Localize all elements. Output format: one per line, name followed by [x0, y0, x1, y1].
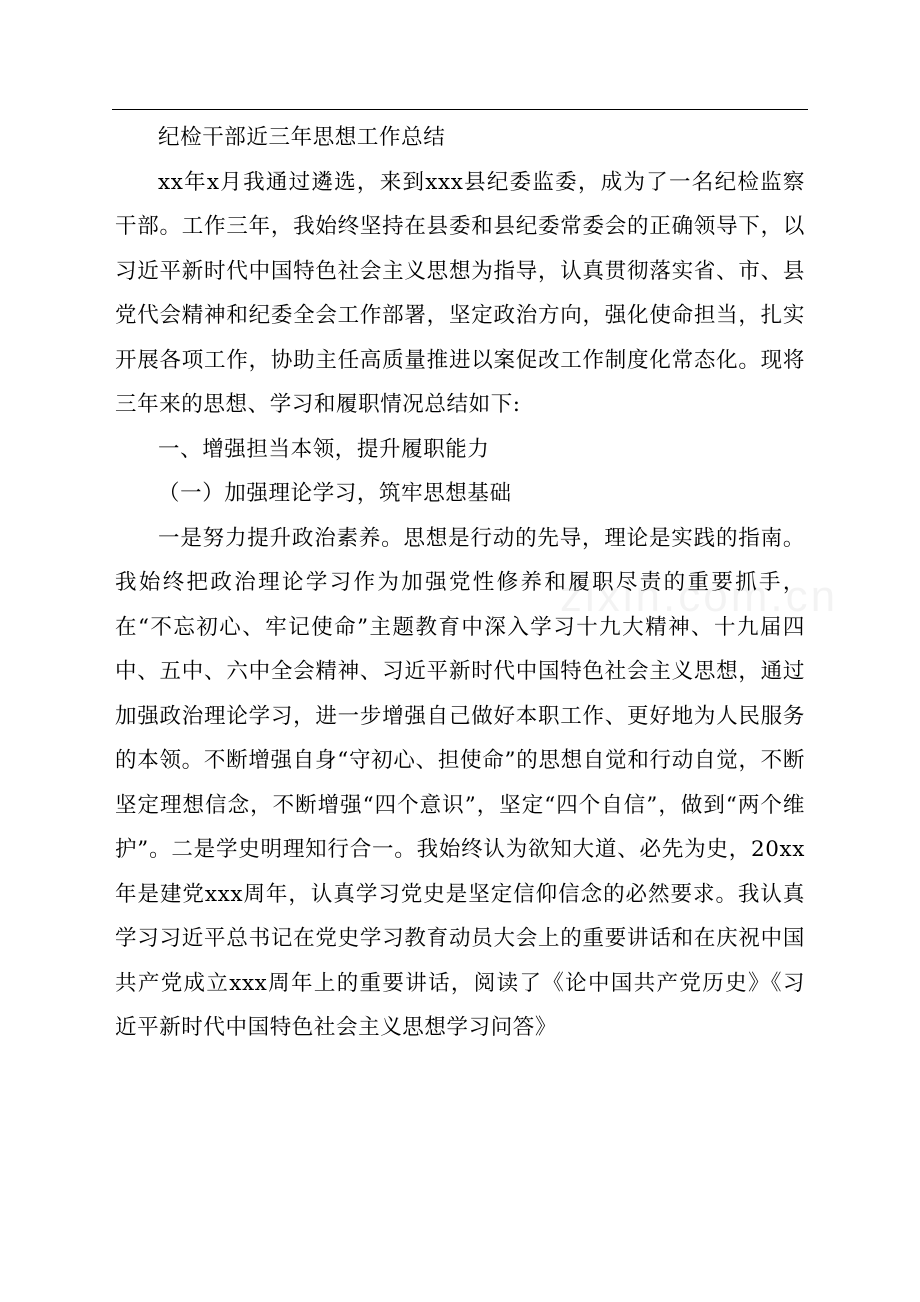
header-rule: [112, 109, 808, 110]
document-body: [115, 116, 805, 1051]
paragraph-intro: xx年x月我通过遴选，来到xxx县纪委监委，成为了一名纪检监察干部。工作三年，我始终坚持在县委和县纪委常委会的正确领导下，以习近平新时代中国特色社会主义思想为指导，认真贯彻落实省、市、县党代会精神和纪委全会工作部署，坚定政治方向，强化使命担当，扎实开展各项工作，协助主任高质量推进以案促改工作制度化常态化。现将三年来的思想、学习和履职情况总结如下:: [115, 169, 805, 417]
paragraph-body: 一是努力提升政治素养。思想是行动的先导，理论是实践的指南。我始终把政治理论学习作为加强党性修养和履职尽责的重要抓手，在“不忘初心、牢记使命”主题教育中深入学习十九大精神、十九届四中、五中、六中全会精神、习近平新时代中国特色社会主义思想，通过加强政治理论学习，进一步增强自己做好本职工作、更好地为人民服务的本领。不断增强自身“守初心、担使命”的思想自觉和行动自觉，不断坚定理想信念，不断增强“四个意识”，坚定“四个自信”，做到“两个维护”。二是学史明理知行合一。我始终认为欲知大道、必先为史，20xx年是建党xxx周年，认真学习党史是坚定信仰信念的必然要求。我认真学习习近平总书记在党史学习教育动员大会上的重要讲话和在庆祝中国共产党成立xxx周年上的重要讲话，阅读了《论中国共产党历史》《习近平新时代中国特色社会主义思想学习问答》: [115, 525, 805, 1040]
section-heading-1: 一、增强担当本领，提升履职能力: [158, 436, 490, 462]
document-title: 纪检干部近三年思想工作总结: [158, 125, 446, 150]
subsection-heading-1: （一）加强理论学习，筑牢思想基础: [158, 481, 512, 506]
